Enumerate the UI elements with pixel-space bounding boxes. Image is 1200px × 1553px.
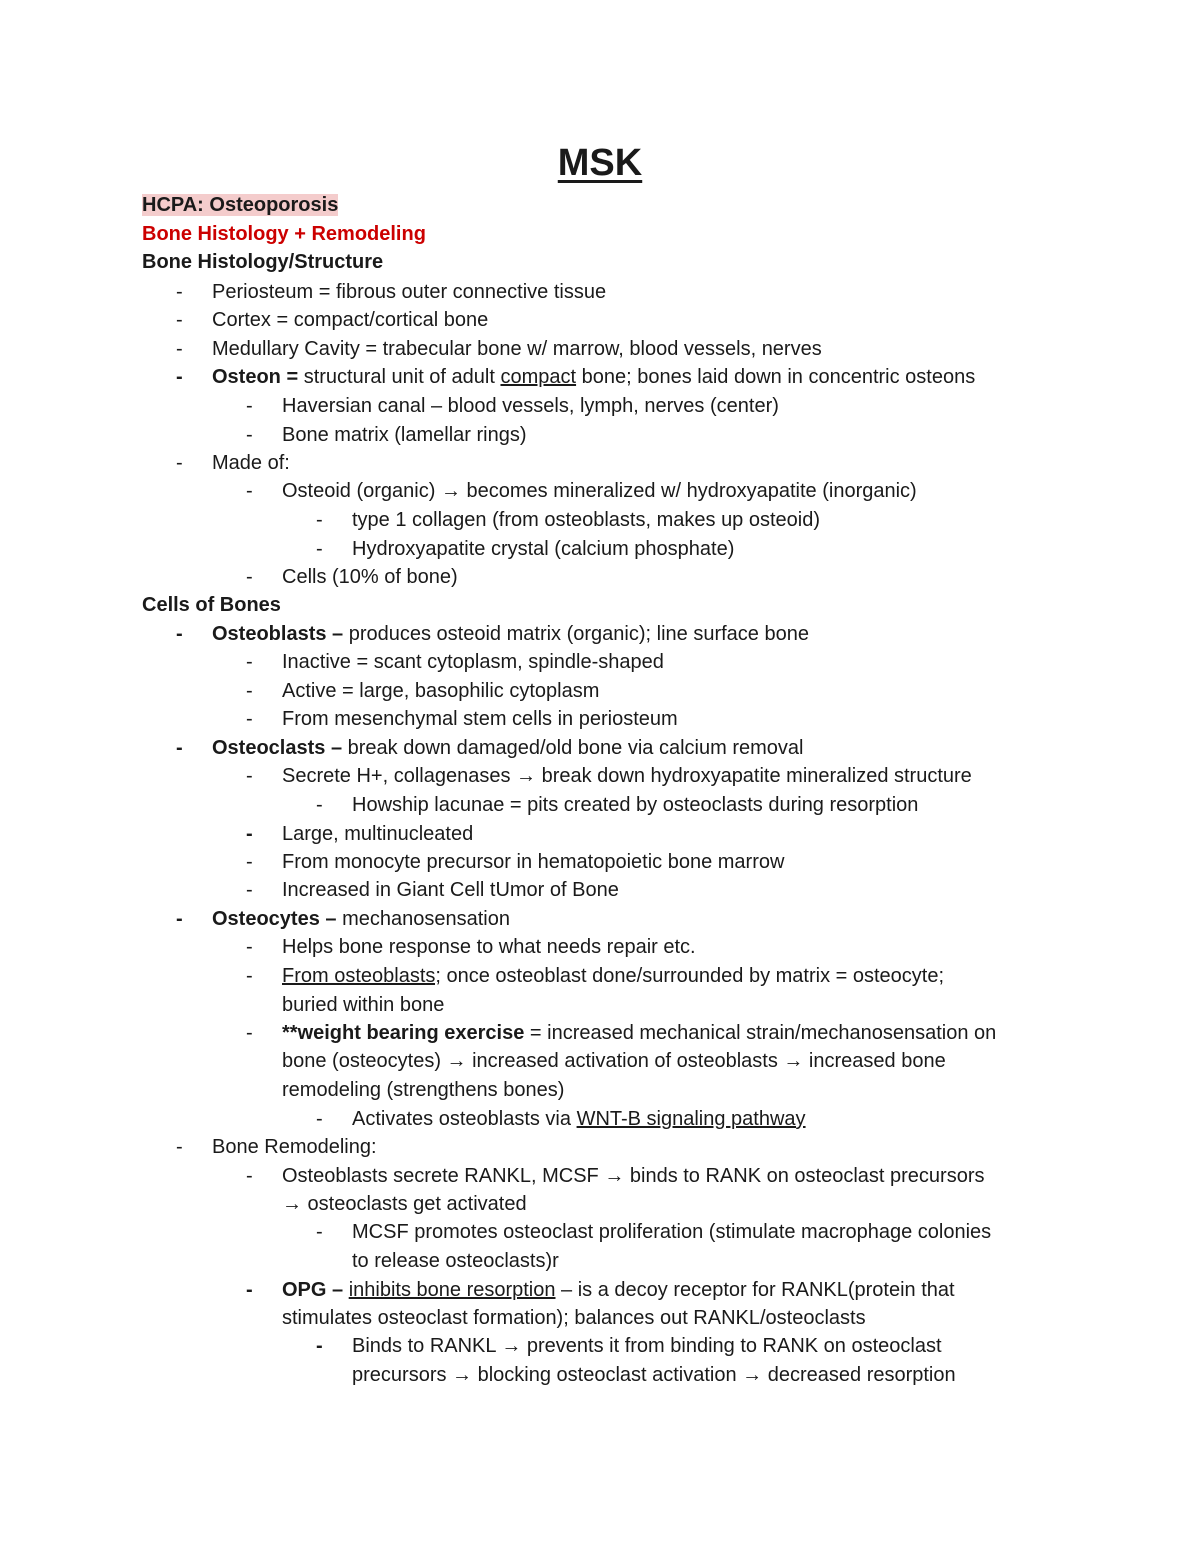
item-text: From mesenchymal stem cells in periosteum [282,708,678,730]
osteocytes-label: Osteocytes – [212,908,337,930]
item-text: Binds to RANKL → prevents it from binding to RANK on osteoclast [352,1335,942,1357]
underlined-text: From osteoblasts; [282,965,441,987]
bullet: - [176,338,183,360]
list-item-osteoid [142,477,1080,506]
item-text: mechanosensation [336,908,510,930]
item-text: – is a decoy receptor for RANKL(protein that [555,1279,955,1301]
bullet: - [246,936,253,958]
underlined-text: inhibits bone resorption [348,1279,556,1301]
heading-bone-histology-remodeling: Bone Histology + Remodeling [142,223,426,245]
list-item-continuation: remodeling (strengthens bones) [282,1079,565,1101]
bullet: - [176,281,183,303]
bullet: - [246,395,253,417]
list-item-continuation: precursors → blocking osteoclast activation → decreased resorption [352,1364,956,1386]
list-item-haversian [142,392,1080,421]
item-text: = increased mechanical strain/mechanosensation on [524,1022,997,1044]
list-item-osteon [142,363,1080,392]
item-text: Osteoblasts secrete RANKL, MCSF → binds to RANK on osteoclast precursors [282,1165,985,1187]
item-text: Active = large, basophilic cytoplasm [282,680,600,702]
list-item-made-of [142,449,1080,478]
item-text: once osteoblast done/surrounded by matrix = osteocyte; [440,965,945,987]
list-item-helps [142,933,1080,962]
bullet: - [246,879,253,901]
list-item-medullary [142,335,1080,364]
item-text: type 1 collagen (from osteoblasts, makes up osteoid) [352,509,821,531]
list-item-rankl [142,1162,1080,1191]
bullet: - [176,908,183,930]
list-item-continuation: stimulates osteoclast formation); balances out RANKL/osteoclasts [282,1307,866,1329]
list-item-cells [142,563,1080,592]
osteon-label: Osteon = [212,366,299,388]
list-item-monocyte [142,848,1080,877]
item-text: Howship lacunae = pits created by osteoclasts during resorption [352,794,919,816]
item-text: MCSF promotes osteoclast proliferation (stimulate macrophage colonies [352,1221,992,1243]
bullet: - [176,366,183,388]
item-text: Cells (10% of bone) [282,566,458,588]
item-text: produces osteoid matrix (organic); line surface bone [343,623,809,645]
list-item-howship [142,791,1080,820]
list-item-mcsf [142,1218,1080,1247]
item-text: Cortex = compact/cortical bone [212,309,489,331]
bullet: - [246,708,253,730]
bullet: - [176,737,183,759]
bullet: - [316,1108,323,1130]
list-item-bone-remodeling [142,1133,1080,1162]
bullet: - [246,680,253,702]
list-item-opg [142,1276,1080,1305]
item-text: Made of: [212,452,290,474]
bullet: - [246,1022,253,1044]
list-item-collagen [142,506,1080,535]
bullet: - [176,1136,183,1158]
bullet: - [316,538,323,560]
underlined-text: compact [500,366,577,388]
heading-bone-histology-structure: Bone Histology/Structure [142,251,384,273]
list-item-osteoclasts [142,734,1080,763]
bullet: - [246,566,253,588]
item-text: Bone matrix (lamellar rings) [282,424,527,446]
bullet: - [246,480,253,502]
list-item-mesenchymal [142,705,1080,734]
list-item-cortex [142,306,1080,335]
item-text: break down damaged/old bone via calcium removal [342,737,804,759]
osteoclasts-label: Osteoclasts – [212,737,343,759]
item-text: structural unit of adult [298,366,501,388]
bullet: - [246,851,253,873]
underlined-text: WNT-B signaling pathway [576,1108,806,1130]
item-text: Helps bone response to what needs repair etc. [282,936,696,958]
list-item-weight-bearing [142,1019,1080,1048]
list-item-continuation: → osteoclasts get activated [282,1193,527,1215]
bullet: - [246,651,253,673]
bullet: - [176,452,183,474]
list-item-hydroxyapatite [142,535,1080,564]
bullet: - [246,424,253,446]
item-text: Osteoid (organic) → becomes mineralized w/ hydroxyapatite (inorganic) [282,480,917,502]
bullet: - [246,1165,253,1187]
list-item-multinucleated [142,820,1080,849]
opg-label: OPG – [282,1279,344,1301]
hcpa-highlight: HCPA: Osteoporosis [142,194,339,216]
list-item-continuation: buried within bone [282,994,445,1016]
bullet: - [176,623,183,645]
heading-cells-of-bones: Cells of Bones [142,594,281,616]
osteoblasts-label: Osteoblasts – [212,623,344,645]
bullet: - [316,794,323,816]
list-item-continuation: bone (osteocytes) → increased activation of osteoblasts → increased bone [282,1050,946,1072]
item-text: bone; bones laid down in concentric osteons [576,366,976,388]
list-item-osteoblasts [142,620,1080,649]
item-text: Activates osteoblasts via [352,1108,577,1130]
bullet: - [246,965,253,987]
item-text: Inactive = scant cytoplasm, spindle-shaped [282,651,664,673]
bullet: - [176,309,183,331]
bullet: - [246,1279,253,1301]
item-text: Secrete H+, collagenases → break down hydroxyapatite mineralized structure [282,765,972,787]
item-text: Haversian canal – blood vessels, lymph, nerves (center) [282,395,779,417]
bullet: - [316,1221,323,1243]
list-item-wnt [142,1105,1080,1134]
bullet: - [316,509,323,531]
list-item-secrete [142,762,1080,791]
item-text: Periosteum = fibrous outer connective tissue [212,281,607,303]
list-item-bone-matrix [142,421,1080,450]
list-item-binds-rankl [142,1332,1080,1361]
list-item-inactive [142,648,1080,677]
list-item-continuation: to release osteoclasts)r [352,1250,559,1272]
item-text: Large, multinucleated [282,823,474,845]
list-item-giant-cell [142,876,1080,905]
item-text: Hydroxyapatite crystal (calcium phosphate) [352,538,735,560]
list-item-periosteum [142,278,1080,307]
bullet: - [316,1335,323,1357]
item-text: Increased in Giant Cell tUmor of Bone [282,879,619,901]
item-text: Bone Remodeling: [212,1136,377,1158]
page-title: MSK [557,142,643,184]
list-item-from-osteoblasts [142,962,1080,991]
item-text: From monocyte precursor in hematopoietic bone marrow [282,851,785,873]
bullet: - [246,765,253,787]
list-item-active [142,677,1080,706]
heading-hcpa [142,191,1080,220]
bullet: - [246,823,253,845]
list-item-osteocytes [142,905,1080,934]
weight-bearing-label: **weight bearing exercise [282,1022,525,1044]
item-text: Medullary Cavity = trabecular bone w/ marrow, blood vessels, nerves [212,338,822,360]
